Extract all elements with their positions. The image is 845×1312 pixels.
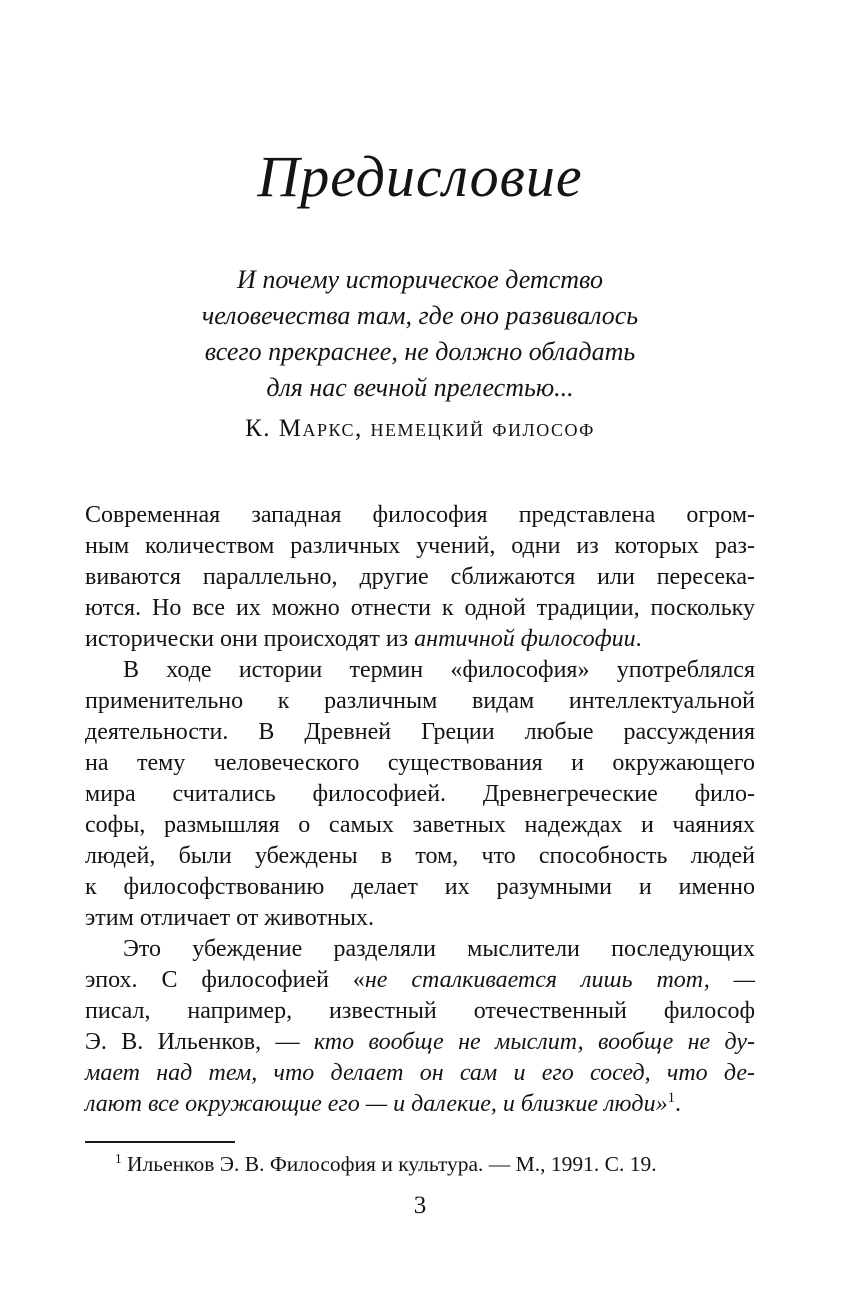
footnote-text: Ильенков Э. В. Философия и культура. — М., 1991. С. 19. [121, 1152, 657, 1176]
text-segment: писал, например, известный отечественный философ [85, 998, 755, 1024]
page-content [85, 0, 755, 1221]
body-line [85, 841, 755, 872]
body-line [85, 996, 755, 1027]
text-segment: мает над тем, что делает он сам и его сосед, что де- [85, 1060, 755, 1086]
body-line [85, 562, 755, 593]
footnote [85, 1150, 755, 1178]
body-line [85, 624, 755, 655]
body-line [85, 903, 755, 934]
page-number: 3 [413, 1192, 427, 1219]
footnote-marker: 1 [115, 1150, 122, 1166]
body-paragraph [85, 655, 755, 934]
body-line [85, 686, 755, 717]
text-segment: В ходе истории термин «философия» употреблялся [123, 657, 755, 683]
text-segment: . [675, 1091, 681, 1117]
body-line [85, 1058, 755, 1089]
epigraph-line: И почему историческое детство [237, 265, 603, 294]
text-segment: эпох. С философией « [85, 967, 365, 993]
footnote-rule [85, 1141, 235, 1143]
page-title: Предисловие [257, 144, 583, 209]
text-segment: лают все окружающие его — и далекие, и близкие люди» [85, 1091, 668, 1117]
body-paragraph [85, 500, 755, 655]
text-segment: ются. Но все их можно отнести к одной традиции, поскольку [85, 595, 755, 621]
body-line [85, 717, 755, 748]
text-segment: Это убеждение разделяли мыслители последующих [123, 936, 755, 962]
epigraph-line: для нас вечной прелестью... [266, 373, 574, 402]
text-segment: кто вообще не мыслит, вообще не ду- [313, 1029, 756, 1055]
body-line [85, 748, 755, 779]
epigraph-attribution: К. Маркс, немецкий философ [245, 415, 595, 442]
body-line [85, 593, 755, 624]
body-line [85, 1089, 755, 1120]
epigraph-line: человечества там, где оно развивалось [201, 301, 639, 330]
body-text [85, 500, 755, 1120]
text-segment: исторически они происходят из [85, 626, 415, 652]
body-line [85, 500, 755, 531]
text-segment: ным количеством различных учений, одни из которых раз- [85, 533, 755, 559]
text-segment: . [635, 626, 642, 652]
body-line [85, 779, 755, 810]
text-segment: античной философии [414, 626, 636, 652]
text-segment: людей, были убеждены в том, что способность людей [85, 843, 755, 869]
body-line [85, 810, 755, 841]
body-paragraph [85, 934, 755, 1120]
footnote-reference: 1 [667, 1090, 675, 1106]
text-segment: Э. В. Ильенков, — [85, 1029, 314, 1055]
text-segment: на тему человеческого существования и окружающего [85, 750, 755, 776]
body-line [85, 872, 755, 903]
body-line [85, 1027, 755, 1058]
text-segment: софы, размышляя о самых заветных надеждах и чаяниях [85, 812, 755, 838]
text-segment: этим отличает от животных. [85, 905, 374, 931]
text-segment: деятельности. В Древней Греции любые рассуждения [85, 719, 755, 745]
text-segment: мира считались философией. Древнегреческие фило- [85, 781, 755, 807]
body-line [85, 655, 755, 686]
epigraph-line: всего прекраснее, не должно обладать [204, 337, 636, 366]
text-segment: к философствованию делает их разумными и именно [85, 874, 755, 900]
text-segment: не сталкивается лишь тот, — [364, 967, 755, 993]
body-line [85, 965, 755, 996]
text-segment: применительно к различным видам интеллектуальной [85, 688, 755, 714]
text-segment: Современная западная философия представлена огром- [85, 502, 755, 528]
text-segment: виваются параллельно, другие сближаются или пересека- [85, 564, 755, 590]
epigraph [85, 262, 755, 406]
body-line [85, 531, 755, 562]
body-line [85, 934, 755, 965]
